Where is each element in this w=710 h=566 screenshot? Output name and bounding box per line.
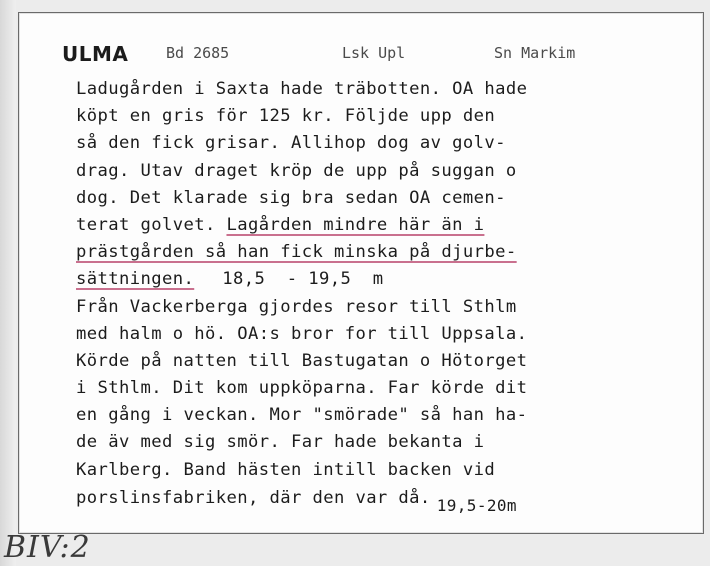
- text-line: så den fick grisar. Allihop dog av golv-: [76, 133, 506, 154]
- text-line: [76, 212, 676, 239]
- underlined-passage: sättningen.: [76, 269, 195, 290]
- scan-edge: [0, 0, 16, 566]
- handwritten-shelfmark: BIV:2: [4, 530, 91, 565]
- time-marker: 18,5 - 19,5 m: [222, 269, 384, 290]
- text-line: med halm o hö. OA:s bror for till Uppsala.: [76, 323, 528, 344]
- text-line: köpt en gris för 125 kr. Följde upp den: [76, 106, 496, 127]
- text-fragment: terat golvet.: [76, 214, 227, 235]
- text-line: i Sthlm. Dit kom uppköparna. Far körde dit: [76, 378, 528, 399]
- text-line: Från Vackerberga gjordes resor till Sthlm: [76, 296, 517, 317]
- parish-label: Sn Markim: [494, 44, 576, 62]
- text-line: drag. Utav draget kröp de upp på suggan o: [76, 160, 517, 181]
- record-reference: Bd 2685: [166, 44, 230, 62]
- time-marker: 19,5-20m: [436, 495, 517, 515]
- text-line: Körde på natten till Bastugatan o Hötorget: [76, 350, 528, 371]
- text-line: [76, 266, 676, 293]
- text-line: dog. Det klarade sig bra sedan OA cemen-: [76, 187, 506, 208]
- text-line: en gång i veckan. Mor "smörade" så han ha-: [76, 405, 528, 426]
- text-line: [76, 484, 676, 515]
- province-label: Lsk Upl: [342, 44, 406, 62]
- underlined-passage: prästgården så han fick minska på djurbe-: [76, 242, 517, 263]
- text-line: Karlberg. Band hästen intill backen vid: [76, 459, 496, 480]
- text-line: Ladugården i Saxta hade träbotten. OA hade: [76, 79, 528, 99]
- text-line: de äv med sig smör. Far hade bekanta i: [76, 432, 485, 453]
- underlined-passage: Lagården mindre här än i: [226, 214, 485, 235]
- transcript-body: [76, 76, 676, 515]
- collection-title: ULMA: [62, 42, 129, 66]
- text-fragment: porslinsfabriken, där den var då.: [76, 487, 431, 508]
